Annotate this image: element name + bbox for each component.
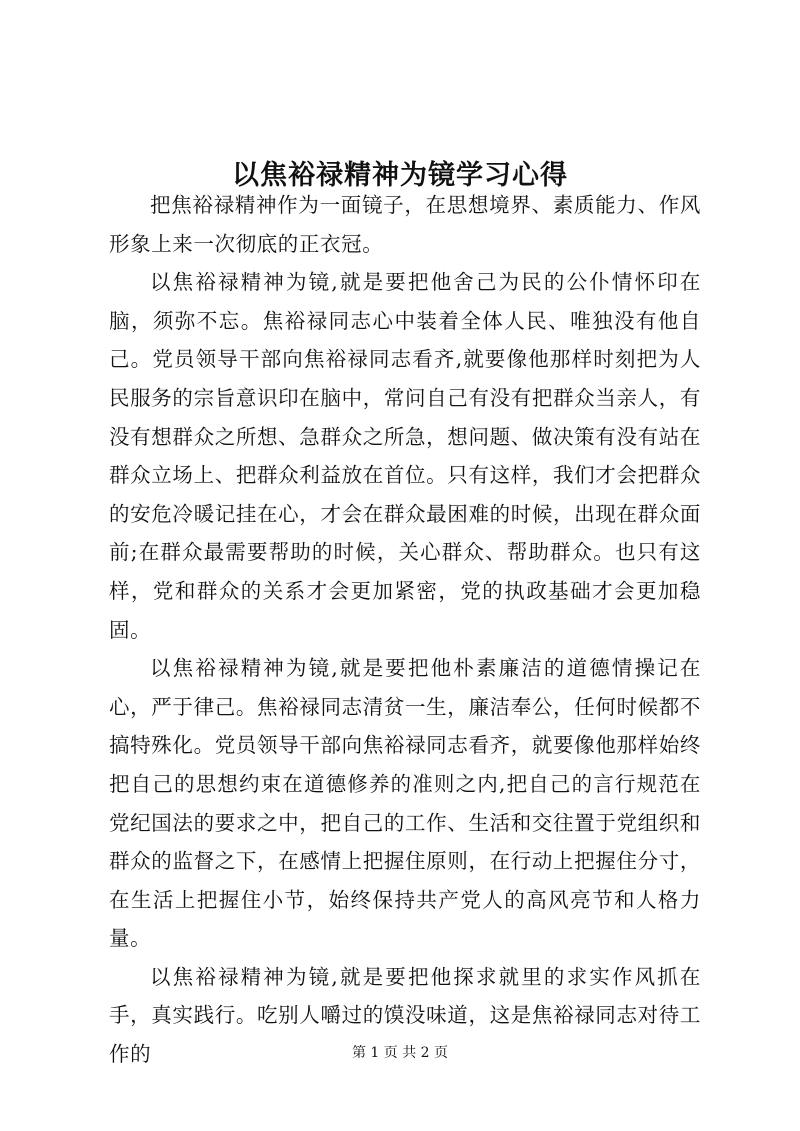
paragraph-1: 把焦裕禄精神作为一面镜子，在思想境界、素质能力、作风形象上来一次彻底的正衣冠。 bbox=[109, 193, 701, 256]
page-number: 第 1 页 共 2 页 bbox=[351, 1045, 449, 1061]
page-footer bbox=[0, 1043, 800, 1063]
paragraph-4: 以焦裕禄精神为镜,就是要把他探求就里的求实作风抓在手，真实践行。吃别人嚼过的馍没味道，这是焦裕禄同志对待工作的 bbox=[109, 964, 701, 1067]
document-body bbox=[109, 186, 701, 1074]
page-title: 以焦裕禄精神为镜学习心得 bbox=[232, 160, 568, 192]
paragraph-2: 以焦裕禄精神为镜,就是要把他舍己为民的公仆情怀印在脑，须弥不忘。焦裕禄同志心中装着全体人民、唯独没有他自己。党员领导干部向焦裕禄同志看齐,就要像他那样时刻把为人民服务的宗旨意识印在脑中，常问自己有没有把群众当亲人，有没有想群众之所想、急群众之所急，想问题、做决策有没有站在群众立场上、把群众利益放在首位。只有这样，我们才会把群众的安危冷暖记挂在心，才会在群众最困难的时候，出现在群众面前;在群众最需要帮助的时候，关心群众、帮助群众。也只有这样，党和群众的关系才会更加紧密，党的执政基础才会更加稳固。 bbox=[109, 270, 701, 642]
paragraph-3: 以焦裕禄精神为镜,就是要把他朴素廉洁的道德情操记在心，严于律己。焦裕禄同志清贫一生，廉洁奉公，任何时候都不搞特殊化。党员领导干部向焦裕禄同志看齐，就要像他那样始终把自己的思想约束在道德修养的准则之内,把自己的言行规范在党纪国法的要求之中，把自己的工作、生活和交往置于党组织和群众的监督之下，在感情上把握住原则，在行动上把握住分寸，在生活上把握住小节，始终保持共产党人的高风亮节和人格力量。 bbox=[109, 656, 701, 951]
